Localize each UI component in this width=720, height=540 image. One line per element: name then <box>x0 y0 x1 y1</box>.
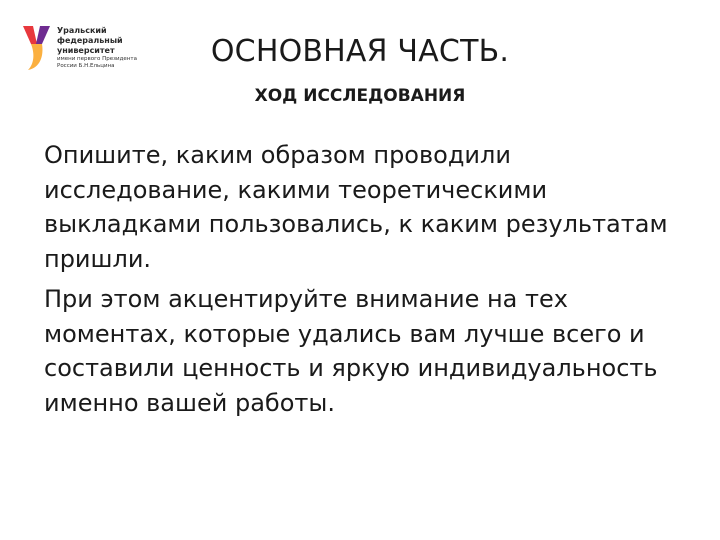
body-paragraph-2: При этом акцентируйте внимание на тех моментах, которые удались вам лучше всего и составили ценность и яркую индивидуальность именно вашей работы. <box>44 285 658 417</box>
university-name: Уральский федеральный университет <box>57 26 123 55</box>
slide-body <box>44 138 684 426</box>
slide-title: ОСНОВНАЯ ЧАСТЬ. <box>210 34 510 69</box>
university-dedication: имени первого Президента России Б.Н.Ельцина <box>57 56 137 69</box>
body-paragraph-1: Опишите, каким образом проводили исследование, какими теоретическими выкладками пользовались, к каким результатам пришли. <box>44 141 668 273</box>
slide-subtitle: ХОД ИССЛЕДОВАНИЯ <box>254 86 466 106</box>
